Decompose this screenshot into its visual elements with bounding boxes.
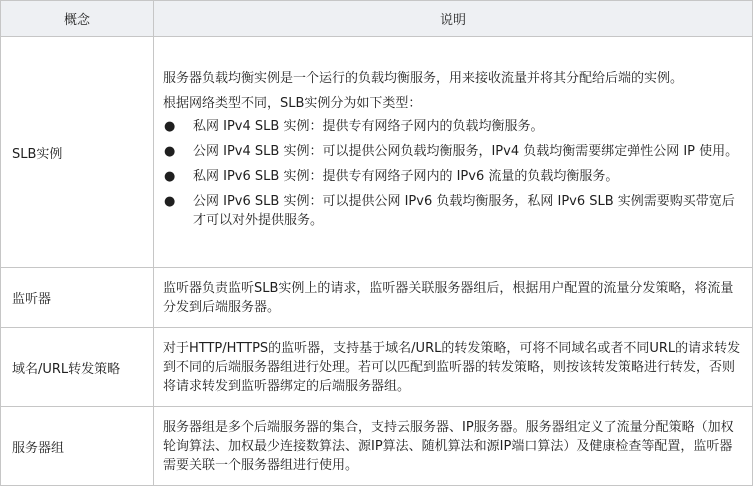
list-item bbox=[163, 167, 742, 186]
bullet-icon: ● bbox=[164, 118, 176, 134]
table-row bbox=[1, 328, 753, 407]
bullet-icon: ● bbox=[164, 168, 176, 184]
table-row bbox=[1, 37, 753, 268]
list-item-text: 私网 IPv6 SLB 实例：提供专有网络子网内的 IPv6 流量的负载均衡服务。 bbox=[193, 168, 619, 184]
list-item-text: 私网 IPv4 SLB 实例：提供专有网络子网内的负载均衡服务。 bbox=[193, 118, 544, 134]
description-cell: 对于HTTP/HTTPS的监听器，支持基于域名/URL的转发策略，可将不同域名或者不同URL的请求转发到不同的后端服务器组进行处理。若可以匹配到监听器的转发策略，则按该转发策略进行转发，否则将请求转发到监听器绑定的后端服务器组。 bbox=[154, 328, 753, 407]
description-paragraph: 根据网络类型不同，SLB实例分为如下类型： bbox=[163, 95, 422, 111]
description-paragraph: 服务器负载均衡实例是一个运行的负载均衡服务，用来接收流量并将其分配给后端的实例。 bbox=[163, 70, 684, 86]
bullet-icon: ● bbox=[164, 143, 176, 159]
concept-cell: 服务器组 bbox=[1, 407, 154, 486]
list-item-text: 公网 IPv6 SLB 实例：可以提供公网 IPv6 负载均衡服务，私网 IPv6 SLB 实例需要购买带宽后才可以对外提供服务。 bbox=[193, 193, 735, 228]
list-item bbox=[163, 192, 742, 230]
list-item bbox=[163, 117, 742, 136]
bullet-icon: ● bbox=[164, 193, 176, 209]
concept-cell: SLB实例 bbox=[1, 37, 154, 268]
description-cell: 服务器组是多个后端服务器的集合，支持云服务器、IP服务器。服务器组定义了流量分配策略（加权轮询算法、加权最少连接数算法、源IP算法、随机算法和源IP端口算法）及健康检查等配置，监听器需要关联一个服务器组进行使用。 bbox=[154, 407, 753, 486]
slb-type-list bbox=[163, 117, 742, 230]
concept-cell: 监听器 bbox=[1, 268, 154, 328]
concept-cell: 域名/URL转发策略 bbox=[1, 328, 154, 407]
description-cell: 监听器负责监听SLB实例上的请求，监听器关联服务器组后，根据用户配置的流量分发策略，将流量分发到后端服务器。 bbox=[154, 268, 753, 328]
table-header-row bbox=[1, 1, 753, 37]
table-row bbox=[1, 407, 753, 486]
description-cell bbox=[154, 37, 753, 268]
header-concept: 概念 bbox=[1, 1, 154, 37]
list-item-text: 公网 IPv4 SLB 实例：可以提供公网负载均衡服务，IPv4 负载均衡需要绑定弹性公网 IP 使用。 bbox=[193, 143, 739, 159]
header-description: 说明 bbox=[154, 1, 753, 37]
list-item bbox=[163, 142, 742, 161]
table-row bbox=[1, 268, 753, 328]
